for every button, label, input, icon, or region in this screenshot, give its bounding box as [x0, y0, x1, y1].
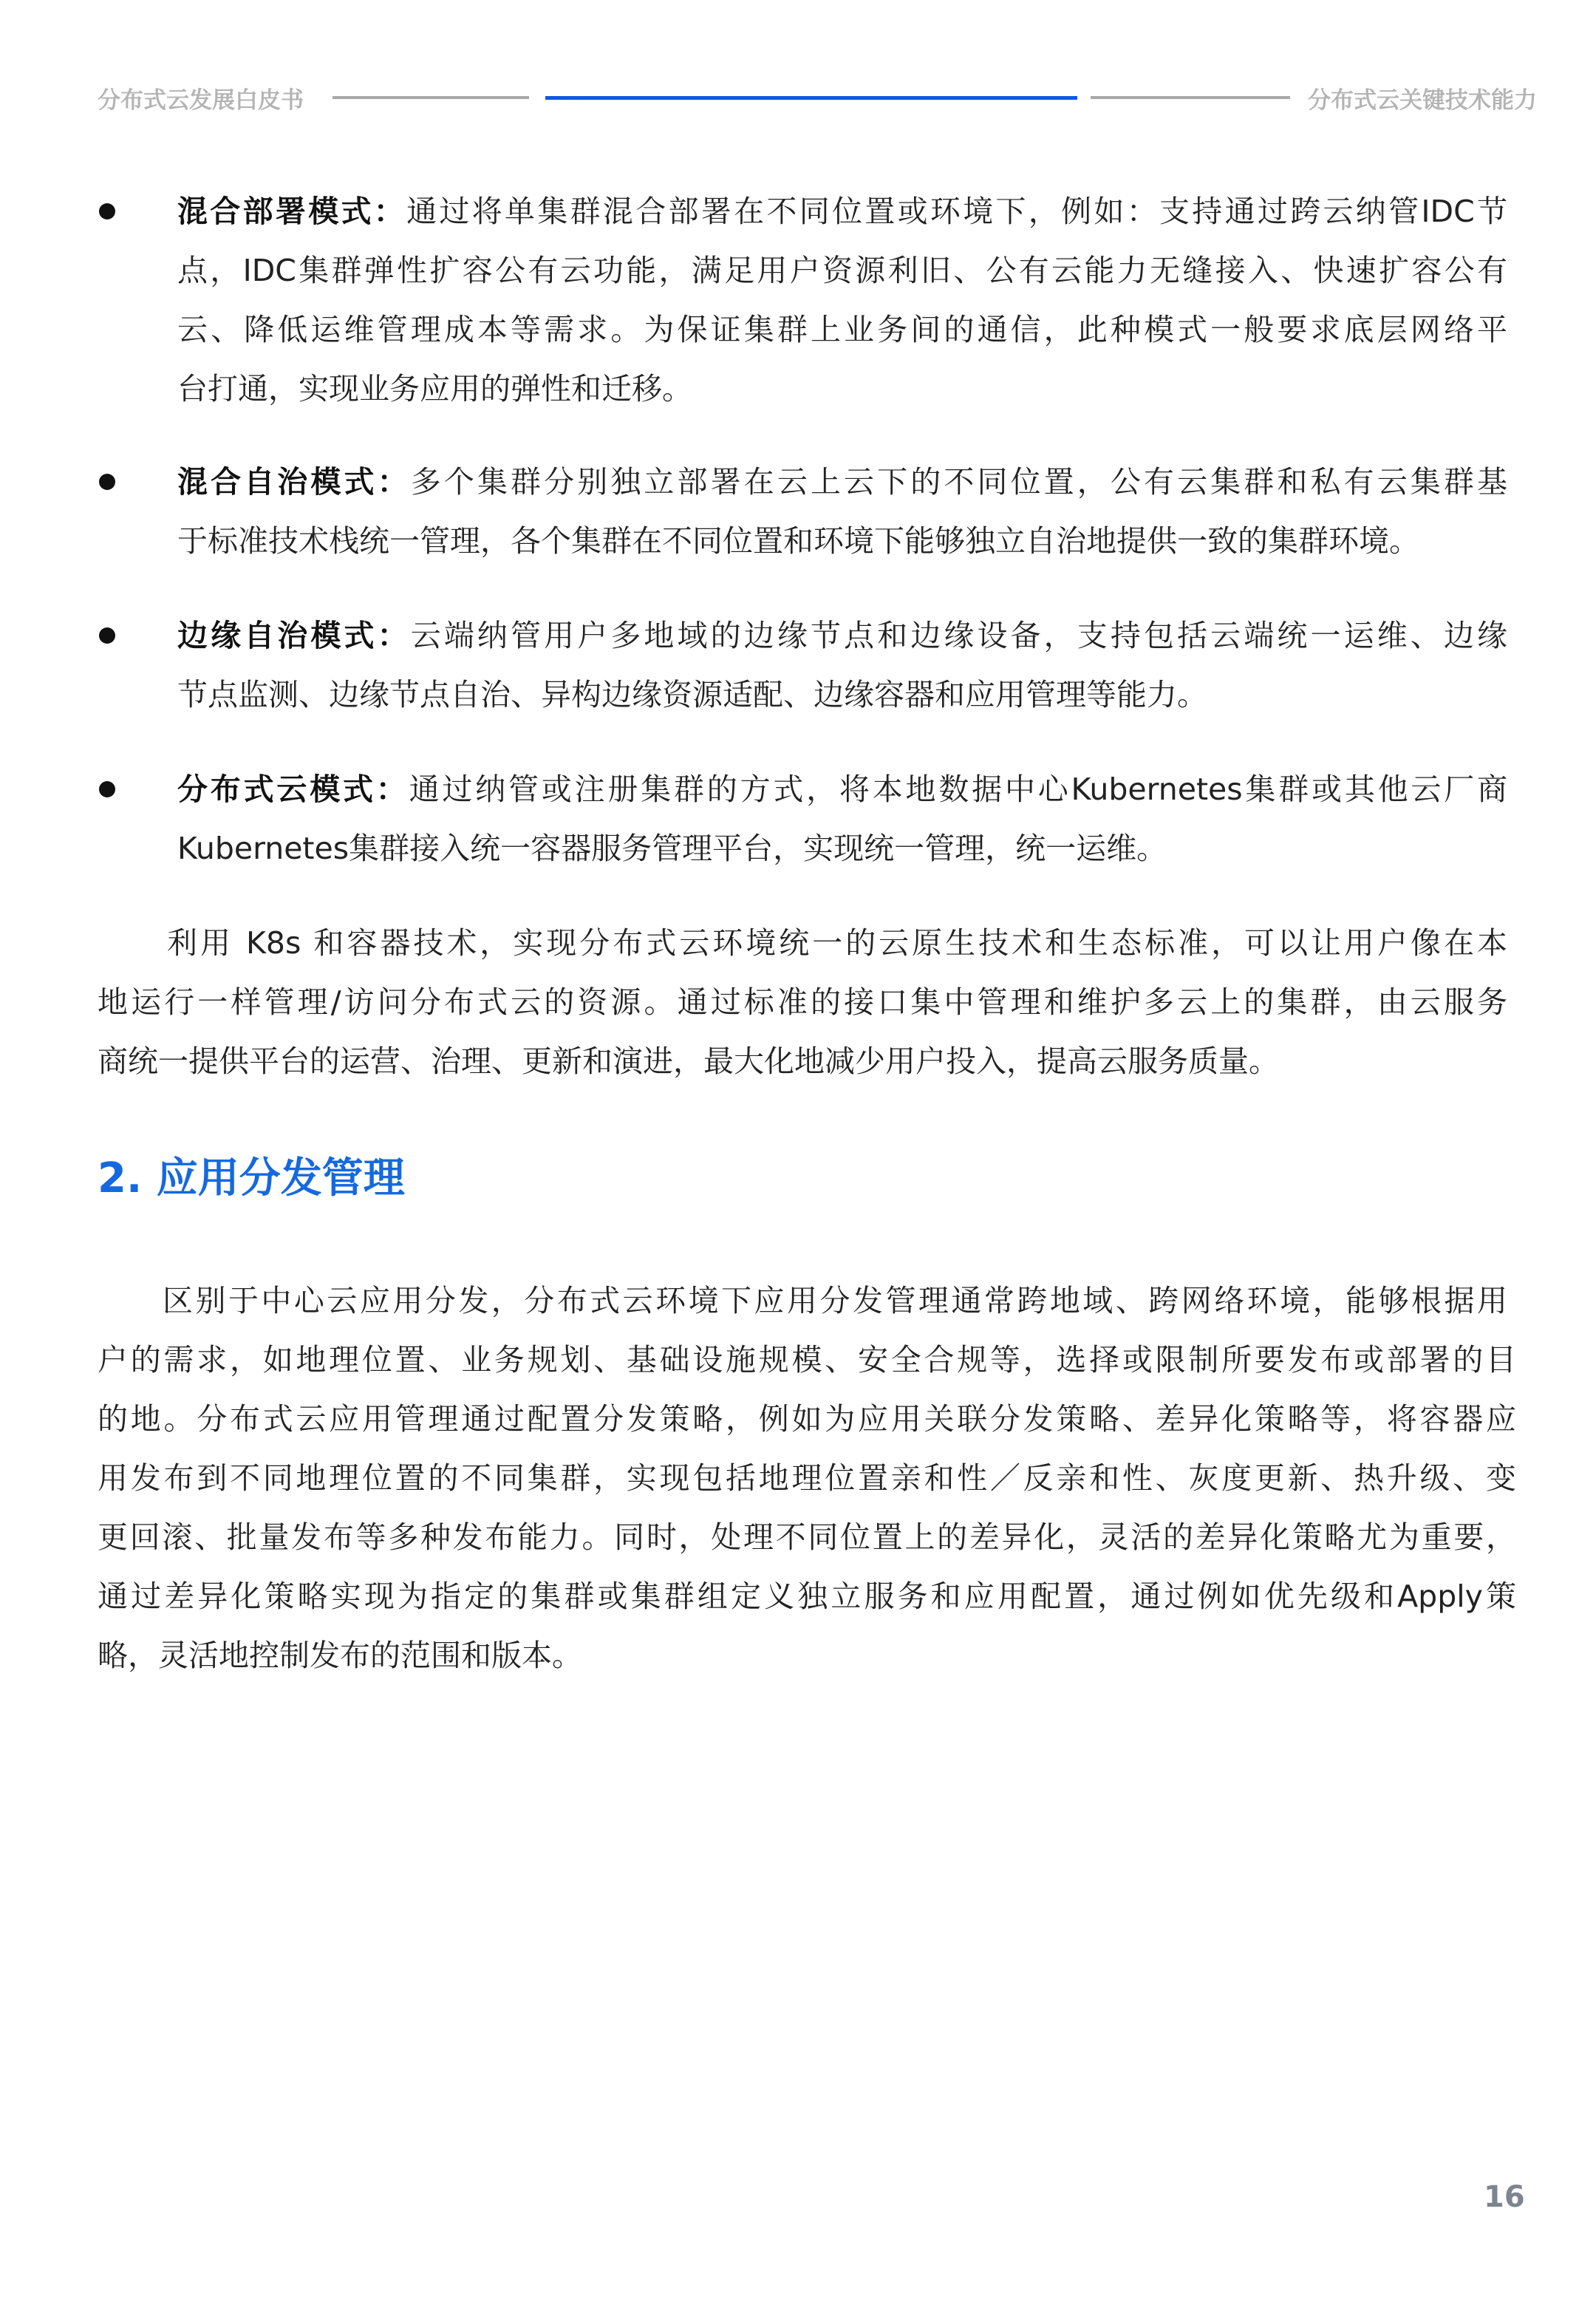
section-heading: 2. 应用分发管理: [98, 1154, 405, 1202]
bullet-item-line: 云、降低运维管理成本等需求。为保证集群上业务间的通信，此种模式一般要求底层网络平: [177, 312, 1507, 347]
bullet-item-line: [177, 760, 1507, 819]
header-divider-accent: [545, 96, 1077, 100]
bullet-icon: [99, 781, 115, 797]
bullet-icon: [99, 474, 115, 490]
paragraph-line: 用发布到不同地理位置的不同集群，实现包括地理位置亲和性／反亲和性、灰度更新、热升级、变: [98, 1460, 1516, 1496]
header-divider-left: [332, 96, 529, 99]
bullet-text: 多个集群分别独立部署在云上云下的不同位置，公有云集群和私有云集群基: [410, 464, 1507, 500]
paragraph-line: 商统一提供平台的运营、治理、更新和演进，最大化地减少用户投入，提高云服务质量。: [98, 1043, 1279, 1079]
paragraph-line: 更回滚、批量发布等多种发布能力。同时，处理不同位置上的差异化，灵活的差异化策略尤为重要，: [98, 1519, 1516, 1555]
bullet-text: 云端纳管用户多地域的边缘节点和边缘设备，支持包括云端统一运维、边缘: [410, 618, 1507, 653]
bullet-icon: [99, 627, 115, 644]
header-right-title: 分布式云关键技术能力: [1308, 87, 1537, 114]
page-number: 16: [1484, 2180, 1525, 2214]
header-divider-right: [1091, 96, 1290, 99]
header-left-title: 分布式云发展白皮书: [98, 87, 304, 114]
bullet-item-line: 台打通，实现业务应用的弹性和迁移。: [177, 371, 692, 406]
paragraph-line: 区别于中心云应用分发，分布式云环境下应用分发管理通常跨地域、跨网络环境，能够根据用: [163, 1283, 1507, 1318]
bullet-label: 分布式云模式：: [177, 772, 409, 807]
paragraph-line: 地运行一样管理/访问分布式云的资源。通过标准的接口集中管理和维护多云上的集群，由云服务: [98, 984, 1507, 1020]
paragraph-line: 户的需求，如地理位置、业务规划、基础设施规模、安全合规等，选择或限制所要发布或部署的目: [98, 1342, 1516, 1378]
bullet-item-line: 点，IDC集群弹性扩容公有云功能，满足用户资源利旧、公有云能力无缝接入、快速扩容公有: [177, 253, 1507, 288]
bullet-label: 混合自治模式：: [177, 464, 411, 500]
paragraph-line: 利用 K8s 和容器技术，实现分布式云环境统一的云原生技术和生态标准，可以让用户像在本: [167, 925, 1507, 961]
bullet-item-line: [177, 452, 1507, 511]
bullet-label: 混合部署模式：: [177, 194, 407, 229]
bullet-label: 边缘自治模式：: [177, 618, 411, 653]
bullet-item-line: Kubernetes集群接入统一容器服务管理平台，实现统一管理，统一运维。: [177, 831, 1167, 866]
paragraph-line: 通过差异化策略实现为指定的集群或集群组定义独立服务和应用配置，通过例如优先级和Apply策: [98, 1579, 1516, 1614]
bullet-text: 通过将单集群混合部署在不同位置或环境下，例如：支持通过跨云纳管IDC节: [406, 194, 1507, 229]
paragraph-line: 的地。分布式云应用管理通过配置分发策略，例如为应用关联分发策略、差异化策略等，将容器应: [98, 1401, 1516, 1437]
paragraph-line: 略，灵活地控制发布的范围和版本。: [98, 1638, 582, 1673]
bullet-icon: [99, 203, 115, 219]
bullet-text: 通过纳管或注册集群的方式，将本地数据中心Kubernetes集群或其他云厂商: [409, 772, 1508, 807]
bullet-item-line: 于标准技术栈统一管理，各个集群在不同位置和环境下能够独立自治地提供一致的集群环境。: [177, 523, 1419, 559]
bullet-item-line: [177, 182, 1507, 241]
bullet-item-line: 节点监测、边缘节点自治、异构边缘资源适配、边缘容器和应用管理等能力。: [177, 677, 1207, 712]
bullet-item-line: [177, 606, 1507, 665]
